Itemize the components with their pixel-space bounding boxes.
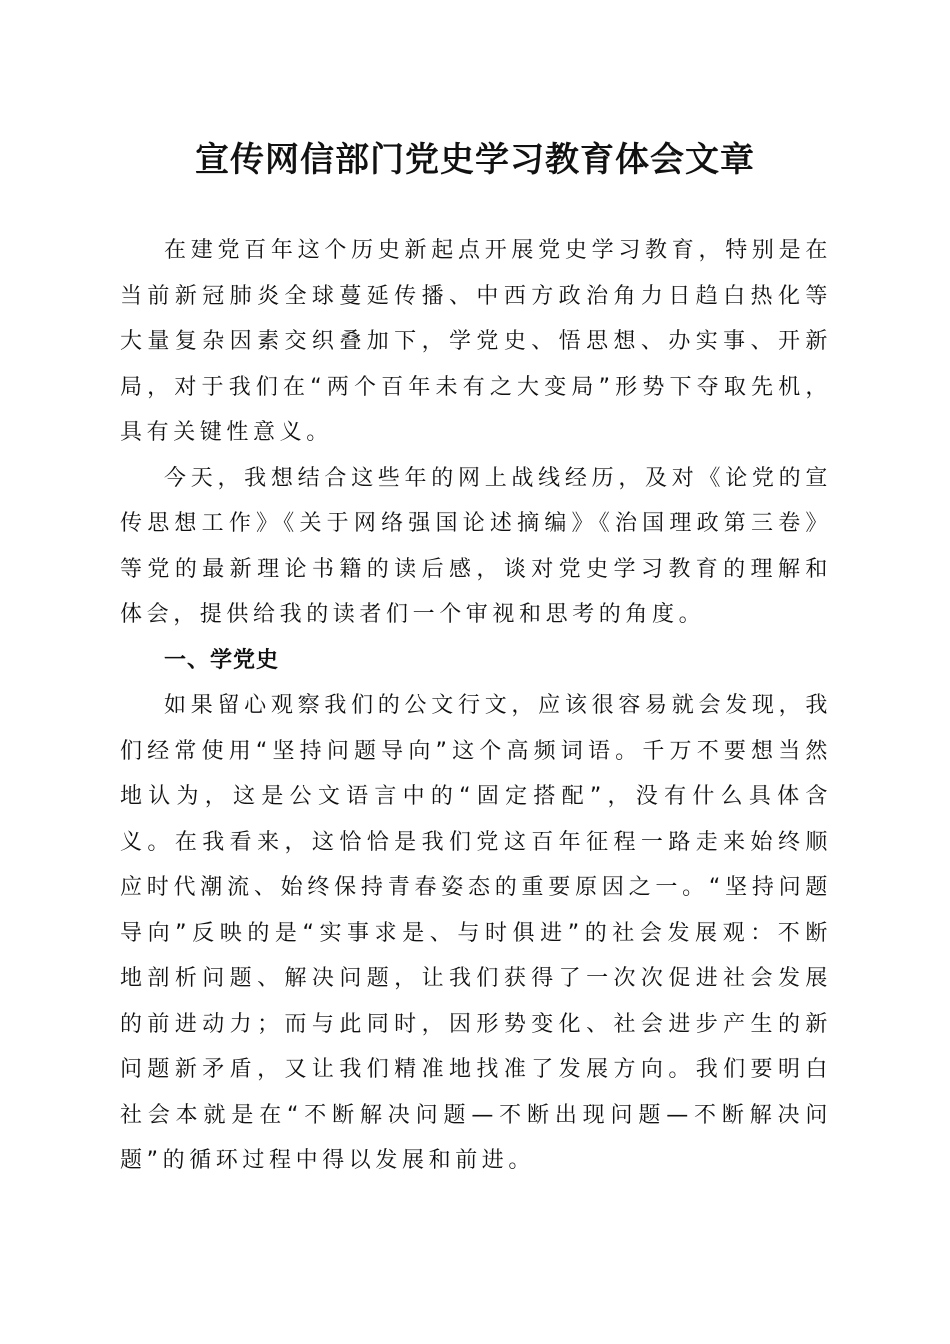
- document-body: [120, 228, 832, 1184]
- section-heading: 一、学党史: [164, 647, 280, 673]
- page-title: 宣传网信部门党史学习教育体会文章: [195, 140, 755, 180]
- paragraph-intro: 在建党百年这个历史新起点开展党史学习教育，特别是在当前新冠肺炎全球蔓延传播、中西方政治角力日趋白热化等大量复杂因素交织叠加下，学党史、悟思想、办实事、开新局，对于我们在“两个百年未有之大变局”形势下夺取先机，具有关键性意义。: [120, 238, 832, 445]
- paragraph-purpose: 今天，我想结合这些年的网上战线经历，及对《论党的宣传思想工作》《关于网络强国论述摘编》《治国理政第三卷》等党的最新理论书籍的读后感，谈对党史学习教育的理解和体会，提供给我的读者们一个审视和思考的角度。: [120, 465, 832, 627]
- paragraph-section-one: 如果留心观察我们的公文行文，应该很容易就会发现，我们经常使用“坚持问题导向”这个高频词语。千万不要想当然地认为，这是公文语言中的“固定搭配”，没有什么具体含义。在我看来，这恰恰是我们党这百年征程一路走来始终顺应时代潮流、始终保持青春姿态的重要原因之一。“坚持问题导向”反映的是“实事求是、与时俱进”的社会发展观：不断地剖析问题、解决问题，让我们获得了一次次促进社会发展的前进动力；而与此同时，因形势变化、社会进步产生的新问题新矛盾，又让我们精准地找准了发展方向。我们要明白社会本就是在“不断解决问题—不断出现问题—不断解决问题”的循环过程中得以发展和前进。: [120, 693, 832, 1173]
